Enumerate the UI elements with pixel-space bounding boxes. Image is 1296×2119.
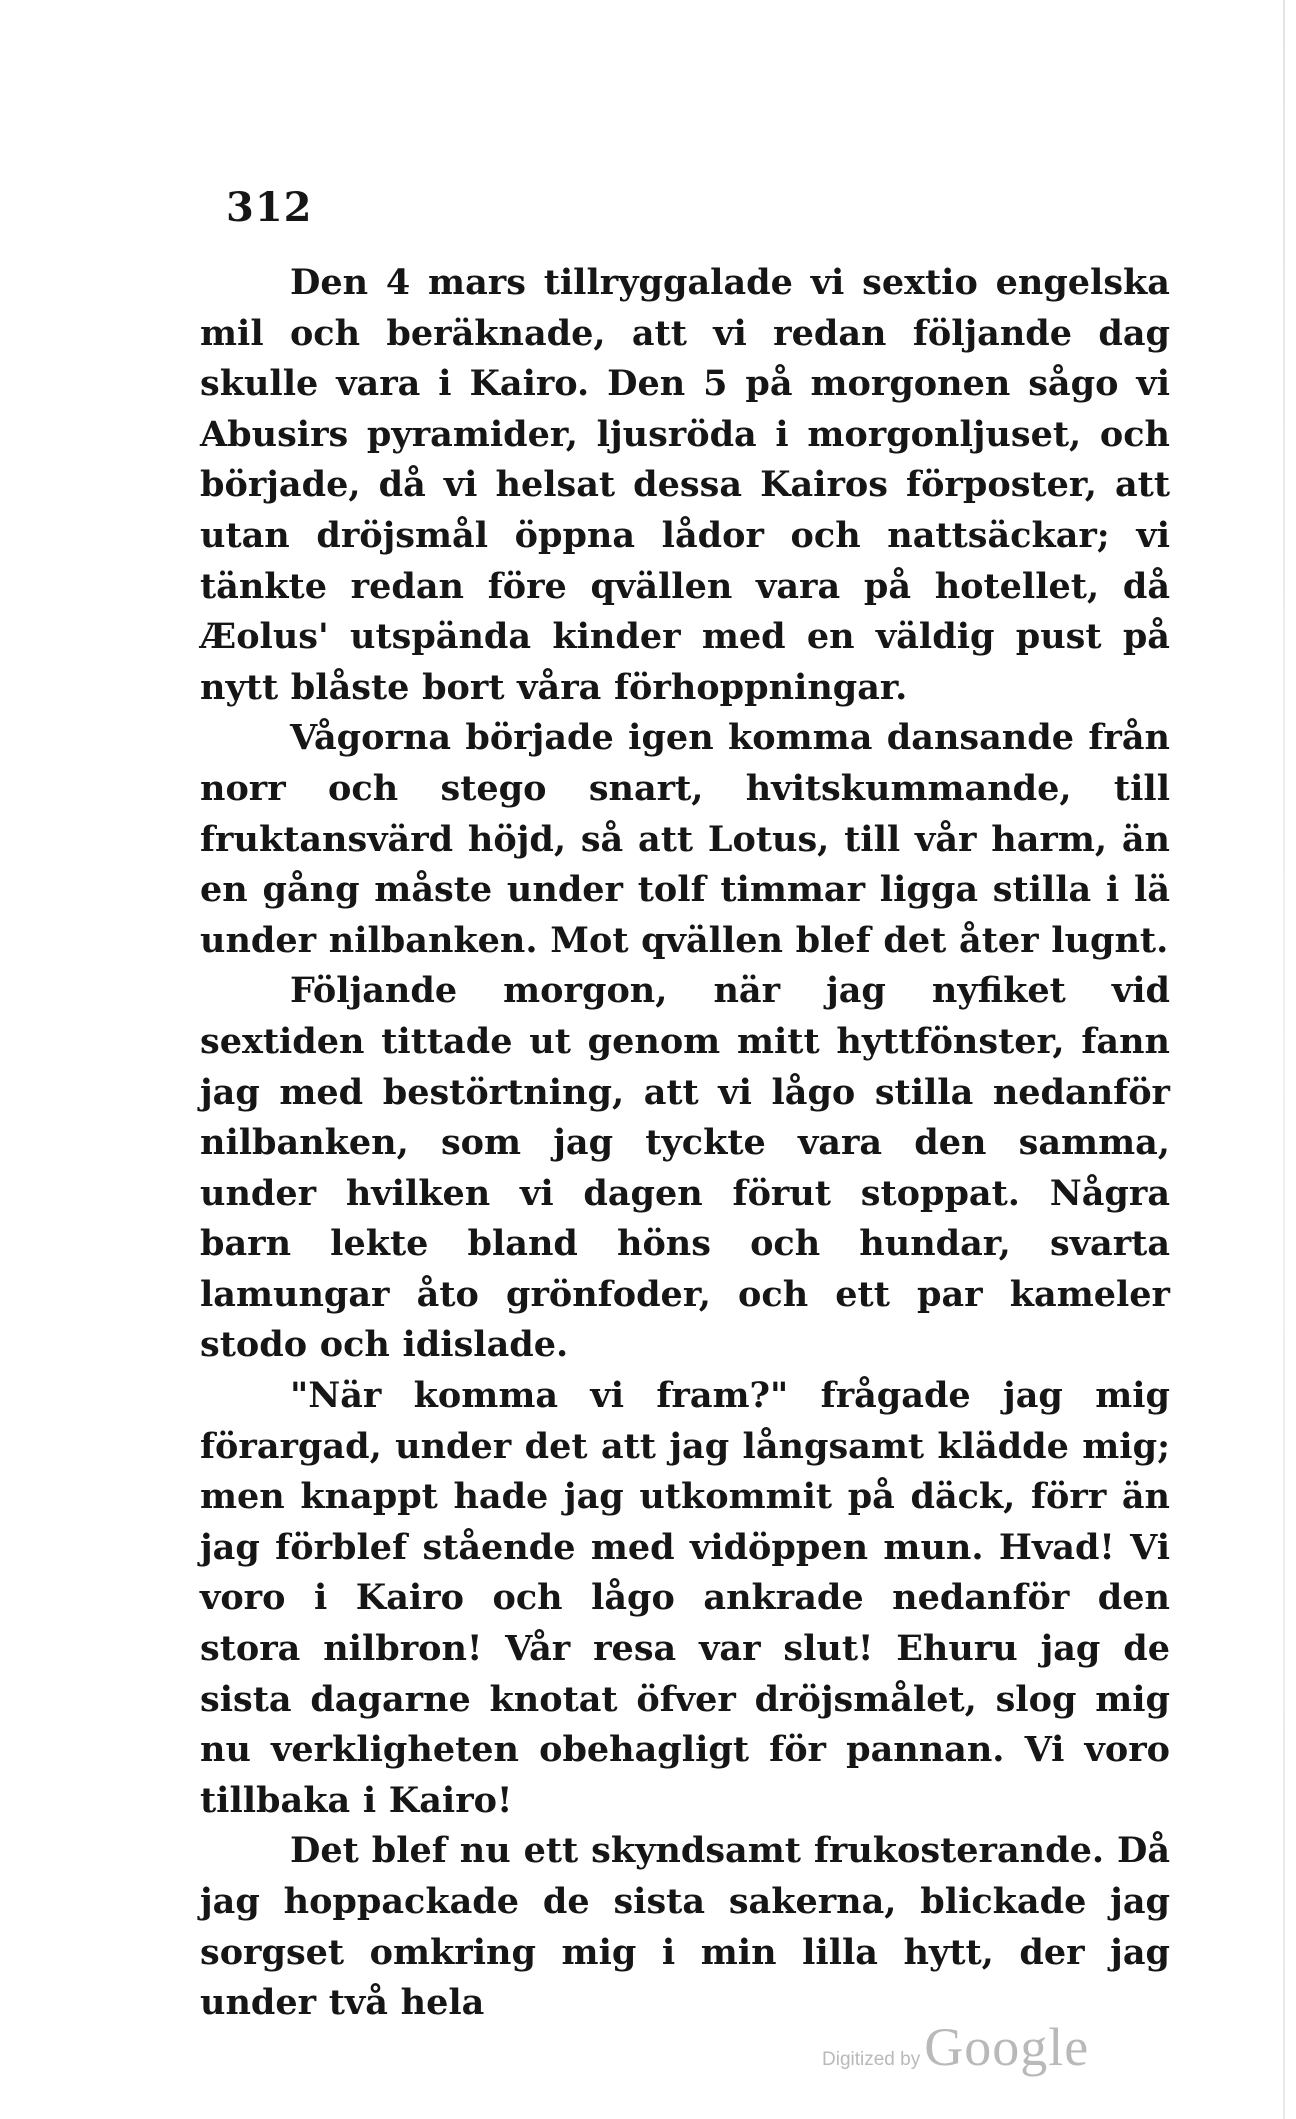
digitized-by-watermark — [822, 2016, 1089, 2078]
page-edge-line — [1283, 0, 1285, 2119]
body-text — [200, 258, 1170, 2029]
paragraph-1: Den 4 mars tillryggalade vi sextio engelska mil och beräknade, att vi redan följande dag skulle vara i Kairo. Den 5 på morgonen sågo vi Abusirs pyramider, ljusröda i morgonljuset, och började, då vi helsat dessa Kairos förposter, att utan dröjsmål öppna lådor och nattsäckar; vi tänkte redan före qvällen vara på hotellet, då Æolus' utspända kinder med en väldig pust på nytt blåste bort våra förhoppningar. — [200, 262, 1170, 708]
paragraph-2: Vågorna började igen komma dansande från norr och stego snart, hvitskummande, till fruktansvärd höjd, så att Lotus, till vår harm, än en gång måste under tolf timmar ligga stilla i lä under nilbanken. Mot qvällen blef det åter lugnt. — [200, 717, 1170, 961]
paragraph-3: Följande morgon, när jag nyfiket vid sextiden tittade ut genom mitt hyttfönster, fann jag med bestörtning, att vi lågo stilla nedanför nilbanken, som jag tyckte vara den samma, under hvilken vi dagen förut stoppat. Några barn lekte bland höns och hundar, svarta lamungar åto grönfoder, och ett par kameler stodo och idislade. — [200, 970, 1170, 1366]
paragraph-5: Det blef nu ett skyndsamt frukosterande. Då jag hoppackade de sista sakerna, blickade jag sorgset omkring mig i min lilla hytt, der jag under två hela — [200, 1830, 1170, 2024]
page-number: 312 — [226, 184, 313, 231]
google-logo: Google — [924, 2017, 1090, 2077]
paragraph-4: "När komma vi fram?" frågade jag mig förargad, under det att jag långsamt klädde mig; men knappt hade jag utkommit på däck, förr än jag förblef stående med vidöppen mun. Hvad! Vi voro i Kairo och lågo ankrade nedanför den stora nilbron! Vår resa var slut! Ehuru jag de sista dagarne knotat öfver dröjsmålet, slog mig nu verkligheten obehagligt för pannan. Vi voro tillbaka i Kairo! — [200, 1375, 1170, 1821]
watermark-prefix: Digitized by — [822, 2049, 921, 2070]
